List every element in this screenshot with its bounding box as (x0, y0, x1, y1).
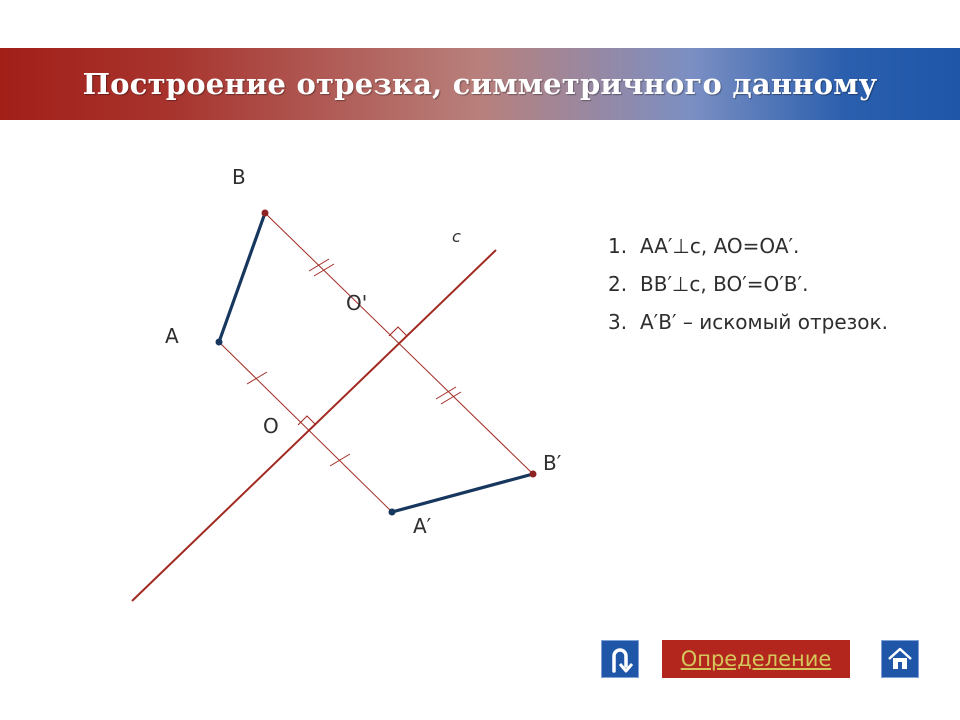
step-3 (608, 310, 928, 334)
label-b: B (232, 165, 246, 189)
home-button[interactable] (881, 640, 919, 678)
step-number: 1. (608, 234, 628, 258)
point-a (216, 339, 223, 346)
point-b-prime (530, 471, 537, 478)
step-text: BB′⊥c, BO′=O′B′. (640, 272, 809, 296)
segment-ab (219, 213, 265, 342)
right-angle-mark-o-prime (389, 327, 407, 336)
definition-button[interactable] (662, 640, 850, 678)
point-a-prime (389, 509, 396, 516)
step-1 (608, 234, 928, 258)
construction-steps (608, 234, 928, 348)
point-b (262, 210, 269, 217)
tick-o-a-prime (330, 454, 350, 466)
axis-c (132, 250, 496, 601)
tick-a-o (247, 372, 267, 384)
step-number: 2. (608, 272, 628, 296)
label-a-prime: A′ (413, 514, 432, 538)
label-c: c (452, 227, 461, 246)
label-a: A (165, 324, 179, 348)
step-2 (608, 272, 928, 296)
right-angle-mark-o (298, 416, 316, 425)
slide-title: Построение отрезка, симметричного данному (82, 67, 878, 101)
label-o-prime: O' (346, 291, 368, 315)
perpendicular-a-a-prime (219, 342, 392, 512)
step-text: A′B′ – искомый отрезок. (640, 310, 888, 334)
step-number: 3. (608, 310, 628, 334)
definition-label: Определение (680, 647, 832, 671)
home-icon (886, 645, 914, 673)
u-turn-icon (607, 644, 633, 674)
back-button[interactable] (601, 640, 639, 678)
label-b-prime: B′ (543, 451, 562, 475)
step-text: AA′⊥c, AO=OA′. (640, 234, 800, 258)
label-o: O (263, 414, 279, 438)
segment-a-prime-b-prime (392, 474, 533, 512)
